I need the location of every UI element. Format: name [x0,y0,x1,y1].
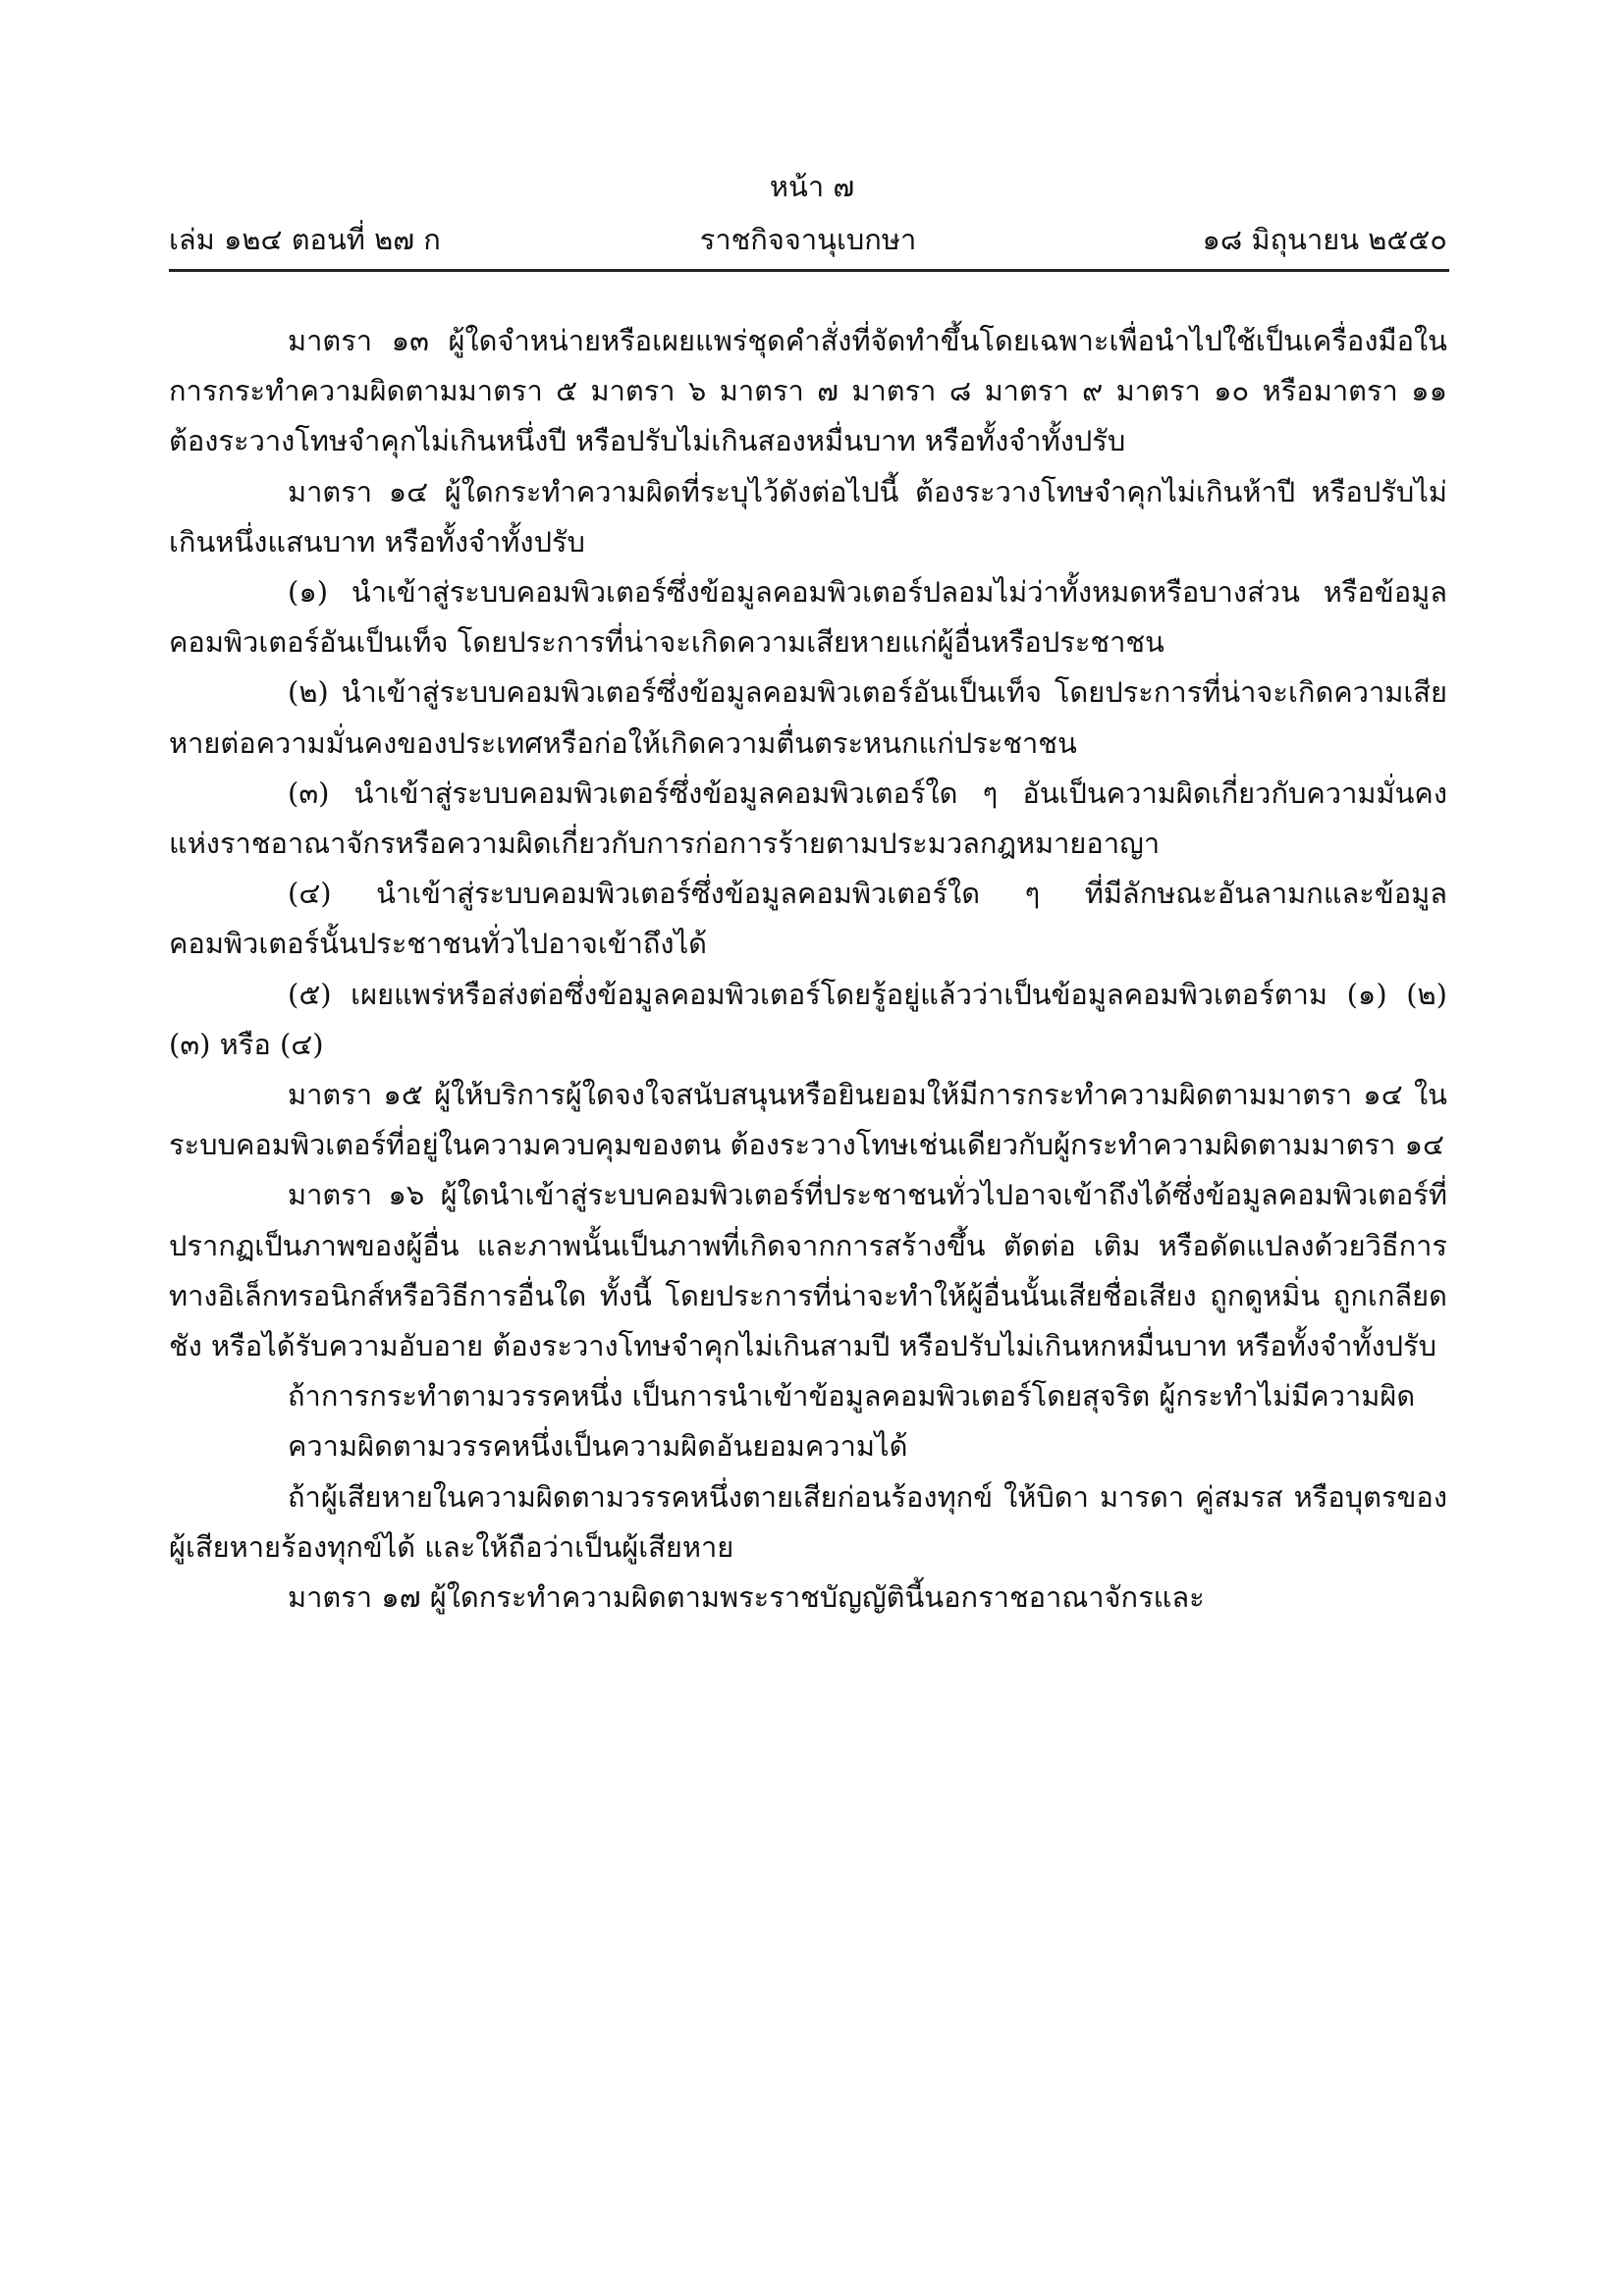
volume-issue: เล่ม ๑๒๔ ตอนที่ ๒๗ ก [169,223,441,256]
section-16-paragraph-2: ถ้าการกระทำตามวรรคหนึ่ง เป็นการนำเข้าข้อมูลคอมพิวเตอร์โดยสุจริต ผู้กระทำไม่มีความผิด [288,1379,1416,1414]
gazette-header [169,218,1447,261]
section-16-paragraph-3: ความผิดตามวรรคหนึ่งเป็นความผิดอันยอมความได้ [288,1429,908,1464]
section-14-item-1: (๑) นำเข้าสู่ระบบคอมพิวเตอร์ซึ่งข้อมูลคอมพิวเตอร์ปลอมไม่ว่าทั้งหมดหรือบางส่วน หรือข้อมูลคอมพิวเตอร์อันเป็นเท็จ โดยประการที่น่าจะเกิดความเสียหายแก่ผู้อื่นหรือประชาชน [169,575,1447,660]
section-17: มาตรา ๑๗ ผู้ใดกระทำความผิดตามพระราชบัญญัตินี้นอกราชอาณาจักรและ [288,1580,1205,1615]
document-body [169,316,1447,1623]
publication-date: ๑๘ มิถุนายน ๒๕๕๐ [1202,223,1447,256]
page-number: หน้า ๗ [769,170,855,203]
section-14-item-2: (๒) นำเข้าสู่ระบบคอมพิวเตอร์ซึ่งข้อมูลคอมพิวเตอร์อันเป็นเท็จ โดยประการที่น่าจะเกิดความเสียหายต่อความมั่นคงของประเทศหรือก่อให้เกิดความตื่นตระหนกแก่ประชาชน [169,675,1447,760]
section-14: มาตรา ๑๔ ผู้ใดกระทำความผิดที่ระบุไว้ดังต่อไปนี้ ต้องระวางโทษจำคุกไม่เกินห้าปี หรือปรับไม่เกินหนึ่งแสนบาท หรือทั้งจำทั้งปรับ [169,474,1447,559]
section-14-item-3: (๓) นำเข้าสู่ระบบคอมพิวเตอร์ซึ่งข้อมูลคอมพิวเตอร์ใด ๆ อันเป็นความผิดเกี่ยวกับความมั่นคงแห่งราชอาณาจักรหรือความผิดเกี่ยวกับการก่อการร้ายตามประมวลกฎหมายอาญา [169,775,1447,861]
publication-title: ราชกิจจานุเบกษา [699,223,917,256]
section-13: มาตรา ๑๓ ผู้ใดจำหน่ายหรือเผยแพร่ชุดคำสั่งที่จัดทำขึ้นโดยเฉพาะเพื่อนำไปใช้เป็นเครื่องมือในการกระทำความผิดตามมาตรา ๕ มาตรา ๖ มาตรา ๗ มาตรา ๘ มาตรา ๙ มาตรา ๑๐ หรือมาตรา ๑๑ ต้องระวางโทษจำคุกไม่เกินหนึ่งปี หรือปรับไม่เกินสองหมื่นบาท หรือทั้งจำทั้งปรับ [169,324,1447,458]
section-14-item-5: (๕) เผยแพร่หรือส่งต่อซึ่งข้อมูลคอมพิวเตอร์โดยรู้อยู่แล้วว่าเป็นข้อมูลคอมพิวเตอร์ตาม (๑) (๒) (๓) หรือ (๔) [169,977,1447,1061]
header-rule [169,269,1449,272]
section-15: มาตรา ๑๕ ผู้ให้บริการผู้ใดจงใจสนับสนุนหรือยินยอมให้มีการกระทำความผิดตามมาตรา ๑๔ ในระบบคอมพิวเตอร์ที่อยู่ในความควบคุมของตน ต้องระวางโทษเช่นเดียวกับผู้กระทำความผิดตามมาตรา ๑๔ [169,1078,1447,1162]
section-16-paragraph-4: ถ้าผู้เสียหายในความผิดตามวรรคหนึ่งตายเสียก่อนร้องทุกข์ ให้บิดา มารดา คู่สมรส หรือบุตรของผู้เสียหายร้องทุกข์ได้ และให้ถือว่าเป็นผู้เสียหาย [169,1479,1447,1564]
section-16: มาตรา ๑๖ ผู้ใดนำเข้าสู่ระบบคอมพิวเตอร์ที่ประชาชนทั่วไปอาจเข้าถึงได้ซึ่งข้อมูลคอมพิวเตอร์ที่ปรากฏเป็นภาพของผู้อื่น และภาพนั้นเป็นภาพที่เกิดจากการสร้างขึ้น ตัดต่อ เติม หรือดัดแปลงด้วยวิธีการทางอิเล็กทรอนิกส์หรือวิธีการอื่นใด ทั้งนี้ โดยประการที่น่าจะทำให้ผู้อื่นนั้นเสียชื่อเสียง ถูกดูหมิ่น ถูกเกลียดชัง หรือได้รับความอับอาย ต้องระวางโทษจำคุกไม่เกินสามปี หรือปรับไม่เกินหกหมื่นบาท หรือทั้งจำทั้งปรับ [169,1178,1447,1363]
section-14-item-4: (๔) นำเข้าสู่ระบบคอมพิวเตอร์ซึ่งข้อมูลคอมพิวเตอร์ใด ๆ ที่มีลักษณะอันลามกและข้อมูลคอมพิวเตอร์นั้นประชาชนทั่วไปอาจเข้าถึงได้ [169,877,1447,961]
